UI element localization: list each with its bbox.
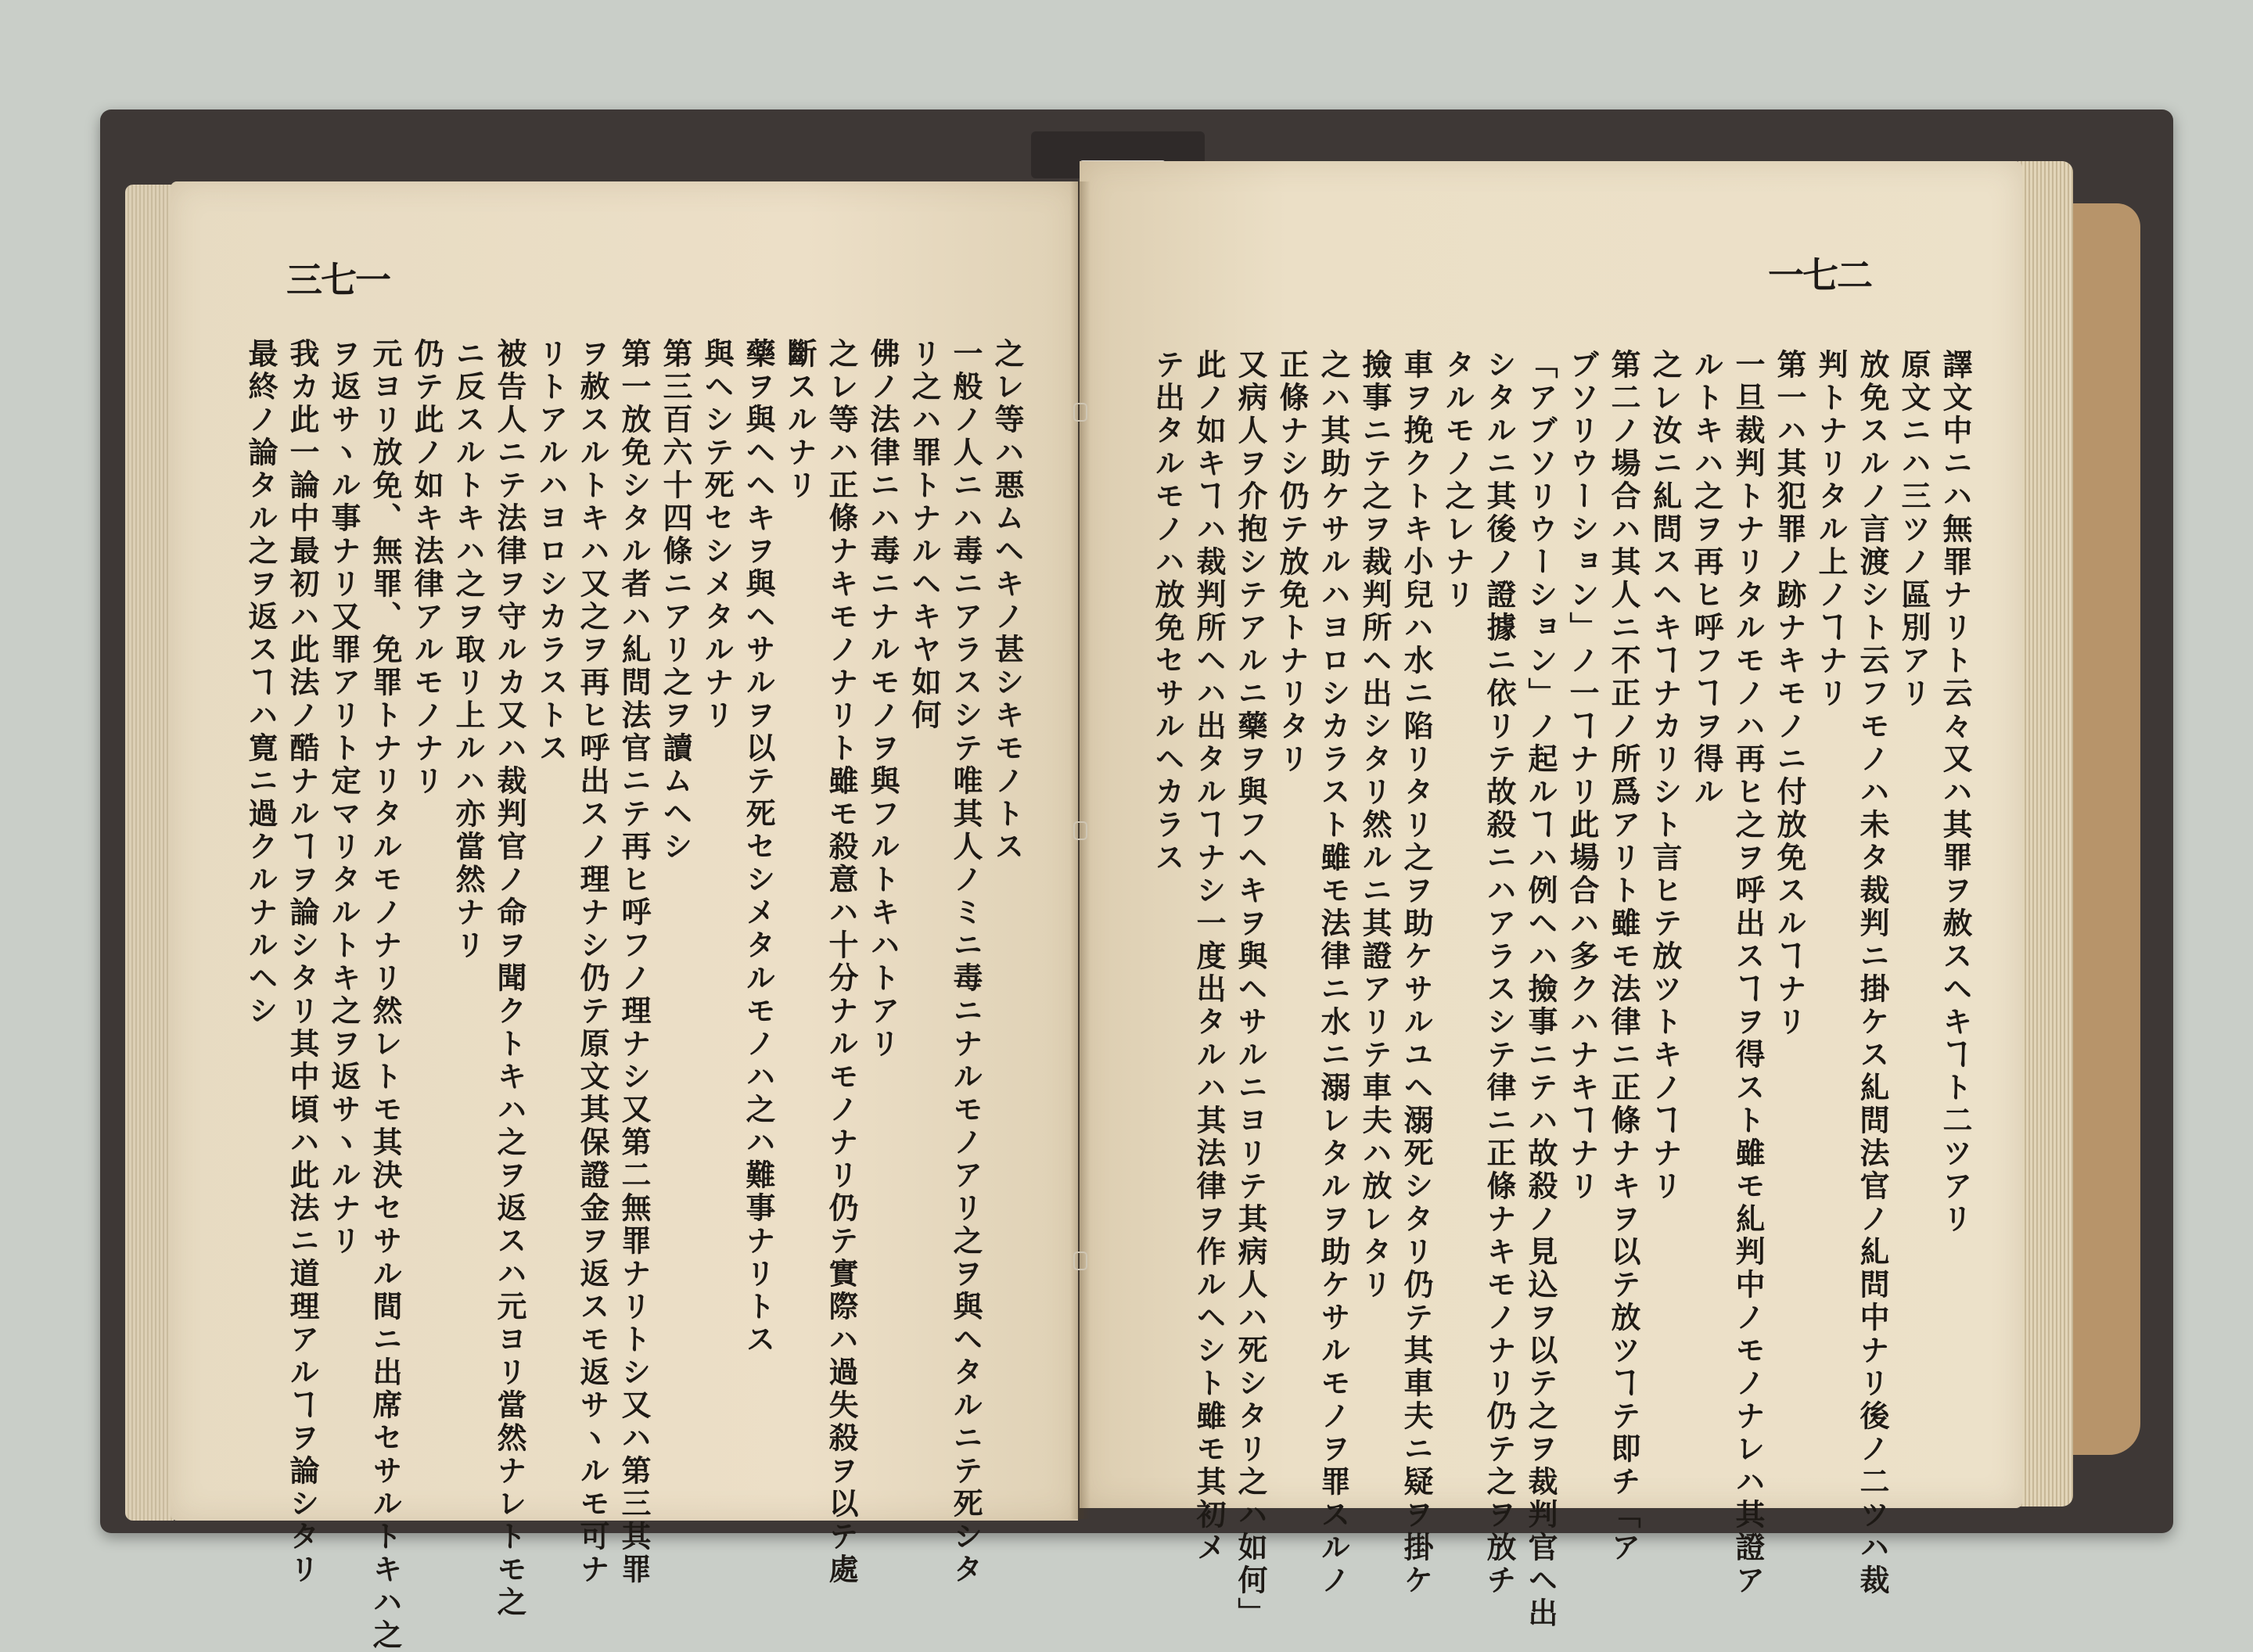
text-column: 第二ノ場合ハ其人ニ不正ノ所爲アリト雖モ法律ニ正條ナキヲ以テ放ツヿテ即チ「ア bbox=[1606, 349, 1641, 1564]
text-column: 我カ此一論中最初ハ此法ノ酷ナルヿヲ論シタリ其中頃ハ此法ニ道理アルヿヲ論シタリ bbox=[285, 338, 320, 1586]
left-page-number: 三七一 bbox=[286, 259, 390, 301]
text-column: 撿事ニテ之ヲ裁判所ヘ出シタリ然ルニ其證アリテ車夫ハ放レタリ bbox=[1357, 349, 1392, 1302]
text-column: 譯文中ニハ無罪ナリト云々又ハ其罪ヲ赦スヘキヿト二ツアリ bbox=[1938, 349, 1973, 1236]
text-column: ヲ赦スルトキハ又之ヲ再ヒ呼出スノ理ナシ仍テ原文其保證金ヲ返スモ返サヽルモ可ナ bbox=[575, 338, 610, 1586]
text-column: 正條ナシ仍テ放免トナリタリ bbox=[1274, 349, 1310, 776]
text-column: 被告人ニテ法律ヲ守ルカ又ハ裁判官ノ命ヲ聞クトキハ之ヲ返スハ元ヨリ當然ナレトモ之 bbox=[492, 338, 527, 1619]
text-column: 判トナリタル上ノヿナリ bbox=[1813, 349, 1849, 710]
text-column: 與ヘシテ死セシメタルナリ bbox=[699, 338, 735, 732]
text-column: 原文ニハ三ツノ區別アリ bbox=[1896, 349, 1931, 710]
text-column: シタルニ其後ノ證據ニ依リテ故殺ニハアラスシテ律ニ正條ナキモノナリ仍テ之ヲ放チ bbox=[1482, 349, 1517, 1597]
text-column: 佛ノ法律ニハ毒ニナルモノヲ與フルトキハトアリ bbox=[865, 338, 900, 1061]
text-column: 第一放免シタル者ハ糺問法官ニテ再ヒ呼フノ理ナシ又第二無罪ナリトシ又ハ第三其罪 bbox=[616, 338, 652, 1586]
binding-stitch bbox=[1073, 1252, 1087, 1270]
text-column: 放免スルノ言渡シト云フモノハ未タ裁判ニ掛ケス糺問法官ノ糺問中ナリ後ノ二ツハ裁 bbox=[1855, 349, 1890, 1597]
text-column: 之レ等ハ正條ナキモノナリト雖モ殺意ハ十分ナルモノナリ仍テ實際ハ過失殺ヲ以テ處 bbox=[824, 338, 859, 1586]
text-column: 第一ハ其犯罪ノ跡ナキモノニ付放免スルヿナリ bbox=[1772, 349, 1807, 1039]
left-page-edges bbox=[125, 185, 174, 1521]
text-column: 一旦裁判トナリタルモノハ再ヒ之ヲ呼出スヿヲ得スト雖モ糺判中ノモノナレハ其證ア bbox=[1730, 349, 1766, 1597]
left-page bbox=[171, 181, 1078, 1652]
text-column: 之レ等ハ悪ムヘキノ甚シキモノトス bbox=[990, 338, 1025, 864]
text-column: ブソリウーション」ノ一ヿナリ此場合ハ多クハナキヿナリ bbox=[1565, 349, 1600, 1203]
text-column: 之ハ其助ケサルハヨロシカラスト雖モ法律ニ水ニ溺レタルヲ助ケサルモノヲ罪スルノ bbox=[1316, 349, 1351, 1597]
text-column: ニ反スルトキハ之ヲ取リ上ルハ亦當然ナリ bbox=[451, 338, 486, 962]
text-column: 斷スルナリ bbox=[782, 338, 817, 502]
right-page bbox=[1080, 161, 2022, 1630]
right-page-number: 一七二 bbox=[1768, 254, 1871, 296]
text-column: ルトキハ之ヲ再ヒ呼フヿヲ得ル bbox=[1689, 349, 1724, 809]
text-column: 仍テ此ノ如キ法律アルモノナリ bbox=[409, 338, 444, 798]
text-column: 藥ヲ與ヘヘキヲ與ヘサルヲ以テ死セシメタルモノハ之ハ難事ナリトス bbox=[741, 338, 776, 1356]
gutter-shadow bbox=[1070, 181, 1091, 1519]
text-column: テ出タルモノハ放免セサルヘカラス bbox=[1150, 349, 1185, 874]
text-column: 元ヨリ放免、無罪、免罪トナリタルモノナリ然レトモ其決セサル間ニ出席セサルトキハ之 bbox=[368, 338, 403, 1652]
text-column: 之レ汝ニ糺問スヘキヿナカリシト言ヒテ放ツトキノヿナリ bbox=[1648, 349, 1683, 1203]
right-page-edges bbox=[2018, 161, 2073, 1507]
text-column: 「アブソリウーション」ノ起ルヿハ例ヘハ撿事ニテハ故殺ノ見込ヲ以テ之ヲ裁判官ヘ出 bbox=[1523, 349, 1558, 1630]
text-column: ヲ返サヽル事ナリ又罪アリト定マリタルトキ之ヲ返サヽルナリ bbox=[326, 338, 361, 1258]
text-column: 車ヲ挽クトキ小兒ハ水ニ陷リタリ之ヲ助ケサルユヘ溺死シタリ仍テ其車夫ニ疑ヲ掛ケ bbox=[1399, 349, 1434, 1597]
binding-stitch bbox=[1073, 403, 1087, 422]
binding-stitch bbox=[1073, 821, 1087, 840]
text-column: タルモノ之レナリ bbox=[1440, 349, 1475, 612]
text-column: リトアルハヨロシカラストス bbox=[534, 338, 569, 765]
torn-page-edge bbox=[2073, 203, 2140, 1455]
text-column: 此ノ如キヿハ裁判所ヘハ出タルヿナシ一度出タルハ其法律ヲ作ルヘシト雖モ其初メ bbox=[1191, 349, 1227, 1564]
text-column: リ之ハ罪トナルヘキヤ如何 bbox=[907, 338, 942, 732]
text-column: 又病人ヲ介抱シテアルニ藥ヲ與フヘキヲ與ヘサルニヨリテ其病人ハ死シタリ之ハ如何」 bbox=[1233, 349, 1268, 1630]
text-column: 一般ノ人ニハ毒ニアラスシテ唯其人ノミニ毒ニナルモノアリ之ヲ與ヘタルニテ死シタ bbox=[948, 338, 983, 1586]
text-column: 第三百六十四條ニアリ之ヲ讀ムヘシ bbox=[658, 338, 693, 864]
text-column: 最終ノ論タル之ヲ返スヿハ寛ニ過クルナルヘシ bbox=[243, 338, 278, 1028]
